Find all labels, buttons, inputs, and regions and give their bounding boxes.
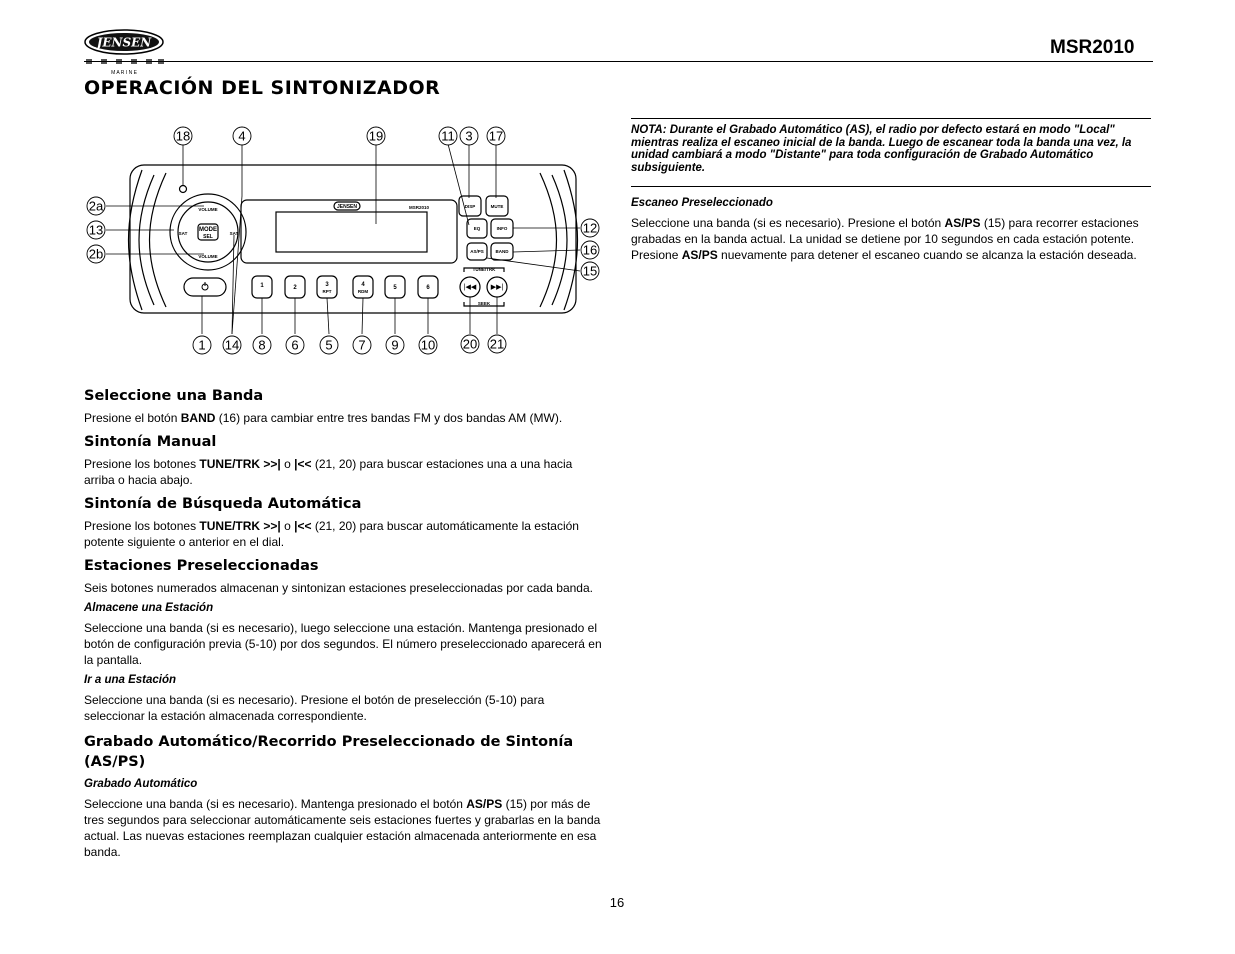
svg-text:15: 15 bbox=[582, 263, 598, 279]
callout-11 bbox=[439, 127, 457, 145]
callout-14 bbox=[223, 336, 241, 354]
svg-text:2b: 2b bbox=[88, 246, 104, 262]
mode-label: MODE bbox=[199, 227, 217, 233]
device-model-label: MSR2010 bbox=[408, 205, 430, 210]
jensen-logo bbox=[84, 28, 164, 56]
sat-left-label: SAT bbox=[178, 231, 188, 236]
seek-label: SEEK bbox=[477, 301, 491, 306]
radio-diagram bbox=[84, 120, 609, 365]
marine-text: M A R I N E bbox=[111, 70, 137, 76]
page-number: 16 bbox=[609, 895, 625, 910]
device-brand-label: JENSEN bbox=[336, 204, 358, 210]
svg-text:8: 8 bbox=[258, 337, 266, 353]
svg-text:9: 9 bbox=[391, 337, 399, 353]
callout-10 bbox=[419, 336, 437, 354]
callout-21 bbox=[488, 335, 506, 353]
callout-8 bbox=[253, 336, 271, 354]
volume-bottom-label: VOLUME bbox=[198, 254, 218, 259]
store-text: Seleccione una banda (si es necesario), luego seleccione una estación. Mantenga presionado el botón de configuración previa (5-10) por dos segundos. El número preseleccionado aparecerá en la pantalla. bbox=[84, 621, 602, 667]
callout-3 bbox=[460, 127, 478, 145]
callout-1 bbox=[193, 336, 211, 354]
heading-presets: Estaciones Preseleccionadas bbox=[84, 558, 319, 574]
preset-4-sub: RDM bbox=[357, 289, 369, 294]
svg-text:6: 6 bbox=[291, 337, 299, 353]
asps-label: AS/PS bbox=[470, 249, 484, 254]
manual-text: Presione los botones TUNE/TRK >>| o |<< (21, 20) para buscar estaciones una a una hacia arriba o hacia abajo. bbox=[84, 457, 573, 487]
callout-5 bbox=[320, 336, 338, 354]
callout-7 bbox=[353, 336, 371, 354]
tune-trk-label: TUNE/TRK bbox=[472, 267, 496, 272]
callout-12 bbox=[581, 219, 599, 237]
page-title: OPERACIÓN DEL SINTONIZADOR bbox=[84, 77, 441, 99]
callout-19 bbox=[367, 127, 385, 145]
heading-seek: Sintonía de Búsqueda Automática bbox=[84, 496, 362, 512]
svg-text:12: 12 bbox=[582, 220, 598, 236]
mute-label: MUTE bbox=[490, 204, 504, 209]
preset-5-label: 5 bbox=[393, 285, 397, 291]
callout-2b bbox=[87, 245, 105, 263]
power-icon bbox=[202, 282, 208, 290]
left-column bbox=[84, 386, 604, 860]
svg-text:16: 16 bbox=[582, 242, 598, 258]
svg-text:18: 18 bbox=[175, 128, 191, 144]
scan-title: Escaneo Preseleccionado bbox=[631, 197, 773, 209]
svg-text:3: 3 bbox=[465, 128, 473, 144]
scan-text: Seleccione una banda (si es necesario). Presione el botón AS/PS (15) para recorrer estaciones grabadas en la banda actual. La unidad se detiene por 10 segundos en cada estación potente. Presione AS/PS nuevamente para detener el escaneo cuando se alcanza la estación deseada. bbox=[631, 216, 1139, 262]
display-screen bbox=[276, 212, 427, 252]
sel-label: SEL bbox=[203, 234, 213, 240]
svg-text:5: 5 bbox=[325, 337, 333, 353]
note-box bbox=[631, 118, 1151, 187]
svg-text:11: 11 bbox=[441, 128, 455, 144]
callout-13 bbox=[87, 221, 105, 239]
eq-label: EQ bbox=[473, 226, 481, 231]
model-name: MSR2010 bbox=[1050, 37, 1135, 58]
svg-text:14: 14 bbox=[224, 337, 240, 353]
svg-text:1: 1 bbox=[198, 337, 206, 353]
recall-title: Ir a una Estación bbox=[84, 674, 177, 686]
led-18 bbox=[180, 186, 187, 193]
callout-6 bbox=[286, 336, 304, 354]
svg-text:19: 19 bbox=[368, 128, 384, 144]
presets-intro: Seis botones numerados almacenan y sintonizan estaciones preseleccionadas por cada banda. bbox=[84, 581, 593, 595]
store-title: Almacene una Estación bbox=[84, 602, 214, 614]
preset-6-label: 6 bbox=[426, 285, 430, 291]
preset-3-sub: RPT bbox=[322, 289, 332, 294]
volume-top-label: VOLUME bbox=[198, 207, 218, 212]
heading-asps: Grabado Automático/Recorrido Preseleccionado de Sintonía (AS/PS) bbox=[84, 734, 574, 770]
preset-2-label: 2 bbox=[293, 285, 297, 291]
callout-9 bbox=[386, 336, 404, 354]
info-label: INFO bbox=[496, 226, 508, 231]
svg-text:2a: 2a bbox=[88, 198, 104, 214]
callout-20 bbox=[461, 335, 479, 353]
marine-mark bbox=[84, 56, 164, 78]
callout-17 bbox=[487, 127, 505, 145]
disp-label: DISP bbox=[464, 204, 476, 209]
auto-store-title: Grabado Automático bbox=[84, 778, 198, 790]
seek-text: Presione los botones TUNE/TRK >>| o |<< (21, 20) para buscar automáticamente la estación potente siguiente o anterior en el dial. bbox=[84, 519, 579, 549]
preset-3-label: 3 bbox=[325, 282, 329, 288]
svg-text:20: 20 bbox=[462, 336, 478, 352]
next-icon: ▶▶| bbox=[490, 284, 504, 291]
svg-text:10: 10 bbox=[420, 337, 436, 353]
svg-text:7: 7 bbox=[358, 337, 366, 353]
preset-1-label: 1 bbox=[260, 283, 264, 289]
auto-store-text: Seleccione una banda (si es necesario). Mantenga presionado el botón AS/PS (15) por más de tres segundos para seleccionar automáticamente seis estaciones fuertes y grabarlas en la banda actual. Las nuevas estaciones reemplazan cualquier estación almacenada anteriormente en esa banda. bbox=[84, 797, 601, 859]
callout-4 bbox=[233, 127, 251, 145]
svg-text:17: 17 bbox=[488, 128, 504, 144]
svg-text:21: 21 bbox=[489, 336, 505, 352]
recall-text: Seleccione una banda (si es necesario). Presione el botón de preselección (5-10) para seleccionar la estación almacenada correspondiente. bbox=[84, 693, 545, 723]
svg-text:4: 4 bbox=[238, 128, 246, 144]
header-rule bbox=[84, 61, 1153, 62]
sat-right-label: SAT bbox=[229, 231, 239, 236]
preset-4-label: 4 bbox=[361, 282, 365, 288]
power-button bbox=[184, 278, 226, 296]
callout-2a bbox=[87, 197, 105, 215]
heading-manual: Sintonía Manual bbox=[84, 434, 217, 450]
band-text: Presione el botón BAND (16) para cambiar entre tres bandas FM y dos bandas AM (MW). bbox=[84, 411, 563, 425]
heading-band: Seleccione una Banda bbox=[84, 388, 264, 404]
callout-16 bbox=[581, 241, 599, 259]
note-text: NOTA: Durante el Grabado Automático (AS), el radio por defecto estará en modo "Local" mientras realiza el escaneo inicial de la banda. Luego de escanear toda la banda una vez, la unidad cambiará a modo "Distante" para toda configuración de Grabado Automático subsiguiente. bbox=[631, 124, 1132, 174]
logo-text: JENSEN bbox=[96, 35, 152, 50]
svg-text:13: 13 bbox=[88, 222, 104, 238]
callout-15 bbox=[581, 262, 599, 280]
band-label: BAND bbox=[495, 249, 509, 254]
right-column bbox=[631, 118, 1151, 263]
prev-icon: |◀◀ bbox=[463, 284, 477, 291]
callout-18 bbox=[174, 127, 192, 145]
